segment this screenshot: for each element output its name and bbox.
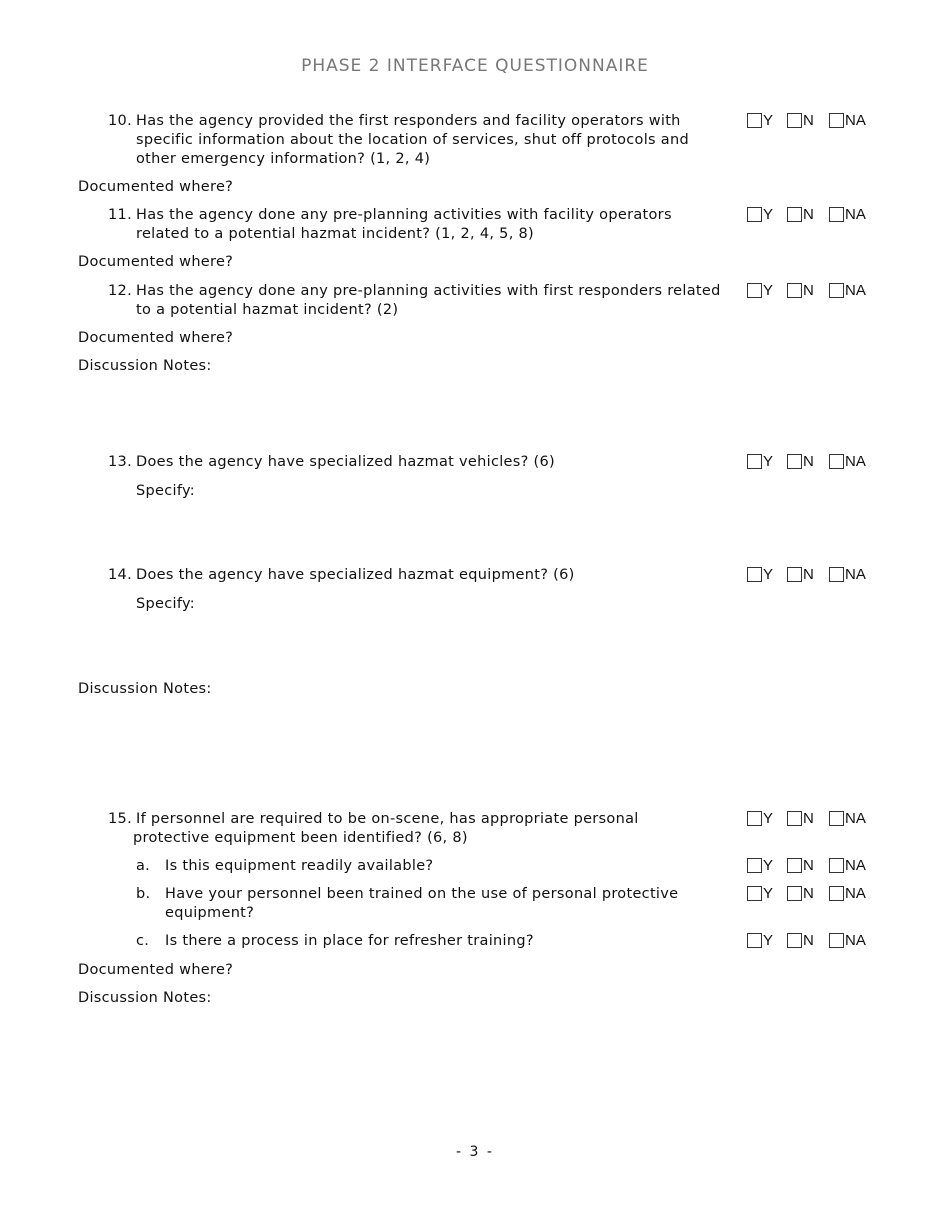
question-12-text-line-1: Has the agency done any pre-planning activities with first responders related xyxy=(136,283,721,299)
question-14-text: Does the agency have specialized hazmat equipment? (6) xyxy=(136,567,575,583)
page-title: PHASE 2 INTERFACE QUESTIONNAIRE xyxy=(301,56,649,76)
question-11-text-line-1: Has the agency done any pre-planning activities with facility operators xyxy=(136,207,672,223)
q10-documented-where: Documented where? xyxy=(78,179,234,195)
question-10-text-line-3: other emergency information? (1, 2, 4) xyxy=(136,151,431,167)
question-14-number: 14. xyxy=(108,567,132,583)
question-11-number: 11. xyxy=(108,207,132,223)
question-12-number: 12. xyxy=(108,283,132,299)
q15a-text: Is this equipment readily available? xyxy=(165,858,434,874)
question-15-number: 15. xyxy=(108,811,132,827)
page-number: - 3 - xyxy=(456,1144,494,1160)
q11-documented-where: Documented where? xyxy=(78,254,234,270)
question-15-text-line-2: protective equipment been identified? (6, 8) xyxy=(133,830,468,846)
discussion-notes-2: Discussion Notes: xyxy=(78,681,212,697)
question-11-text-line-2: related to a potential hazmat incident? (1, 2, 4, 5, 8) xyxy=(136,226,534,242)
question-13-text: Does the agency have specialized hazmat vehicles? (6) xyxy=(136,454,555,470)
question-10-text-line-2: specific information about the location of services, shut off protocols and xyxy=(136,132,689,148)
question-12-text-line-2: to a potential hazmat incident? (2) xyxy=(136,302,399,318)
question-10-number: 10. xyxy=(108,113,132,129)
q13-specify: Specify: xyxy=(136,483,195,499)
q15c-letter: c. xyxy=(136,933,150,949)
q15c-text: Is there a process in place for refresher training? xyxy=(165,933,534,949)
question-10-text-line-1: Has the agency provided the first responders and facility operators with xyxy=(136,113,681,129)
question-13-number: 13. xyxy=(108,454,132,470)
q15a-letter: a. xyxy=(136,858,151,874)
q15b-text-line-2: equipment? xyxy=(165,905,255,921)
q15-documented-where: Documented where? xyxy=(78,962,234,978)
question-15-text-line-1: If personnel are required to be on-scene, has appropriate personal xyxy=(136,811,639,827)
q12-documented-where: Documented where? xyxy=(78,330,234,346)
q15b-text-line-1: Have your personnel been trained on the use of personal protective xyxy=(165,886,679,902)
q14-specify: Specify: xyxy=(136,596,195,612)
q15b-letter: b. xyxy=(136,886,151,902)
discussion-notes-3: Discussion Notes: xyxy=(78,990,212,1006)
discussion-notes-1: Discussion Notes: xyxy=(78,358,212,374)
